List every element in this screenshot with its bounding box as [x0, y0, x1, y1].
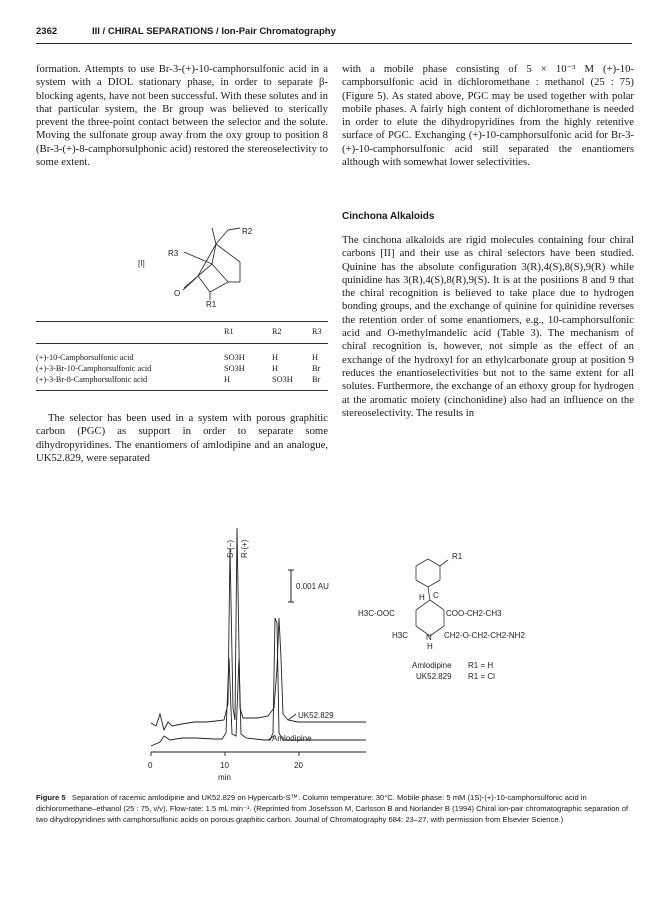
right-column-paragraph-2: The cinchona alkaloids are rigid molecules containing four chiral carbons [II] and their use as chiral selectors have been studied. Quinine has the absolute configuration 3(R),4(S),8(S),9(R) while quinidine has 3(R),4(S),8(R),9(S). It is at the positions 8 and 9 that the chiral recognition is believed to take place due to hydrogen bonding groups, and the exchange of quinine for quinidine reverses the retention order of some enantiomers, e.g., 10-camphorsulfonic acid and O-methylmandelic acid (Table 3). The mechanism of chiral recognition is, however, not simple as the effect of an exchange of the hydroxyl for an ethylcarbonate group at position 9 reduces the enantioselectivities but not to the same extent for all solutes. Furthermore, the exchange of an ethoxy group for hydrogen at the aromatic moiety (cinchonidine) also had an influence on the stereoselectivity. The results in	[342, 234, 634, 419]
uk52829-trace	[151, 528, 366, 730]
caption-label: Figure 5	[36, 793, 66, 802]
figure-caption	[36, 792, 632, 825]
table-header-r1: R1	[224, 327, 234, 336]
molecule-nitrogen: N	[426, 633, 432, 642]
right-column-paragraph-1: with a mobile phase consisting of 5 × 10⁻³ M (+)-10-camphorsulfonic acid in dichloromethane : methanol (25 : 75) (Figure 5). As stated above, PGC may be used together with polar mobile phases. A fairly high content of dichloromethane is needed in order to elute the dihydropyridines from the highly retentive surface of PGC. Exchanging (+)-10-camphorsulfonic acid for Br-3-(+)-10-camphorsulfonic acid still separated the enantiomers although with somewhat lower selectivities.	[342, 63, 634, 169]
table-row: (+)-3-Br-10-Camphorsulfonic acid SO3H H Br	[36, 364, 321, 373]
r1-label: R1	[206, 300, 217, 308]
amlodipine-trace	[151, 618, 366, 746]
table-row: (+)-3-Br-8-Camphorsulfonic acid H SO3H Br	[36, 375, 321, 384]
legend-uk52829-name: UK52.829	[416, 672, 452, 681]
x-tick-0: 0	[148, 761, 153, 770]
legend-uk52829-r1: R1 = Cl	[468, 672, 495, 681]
r2-label: R2	[242, 227, 253, 236]
legend-amlodipine-r1: R1 = H	[468, 661, 494, 670]
x-axis-label: min	[218, 773, 231, 782]
section-heading-cinchona: Cinchona Alkaloids	[342, 211, 435, 222]
structure-label: [I]	[138, 259, 145, 268]
figure-5	[36, 508, 632, 790]
table-header-row	[36, 327, 328, 341]
running-title: III / CHIRAL SEPARATIONS / Ion-Pair Chromatography	[92, 26, 336, 37]
oxygen-label: O	[174, 289, 181, 298]
peak-label-s: S-(−)	[226, 540, 235, 558]
x-tick-10: 10	[220, 761, 229, 770]
x-axis	[151, 752, 366, 756]
trace-label-amlodipine: Amlodipine	[272, 734, 312, 743]
table-header-r3: R3	[312, 327, 322, 336]
camphor-structure-diagram	[160, 222, 280, 308]
scale-bar-label: 0.001 AU	[296, 582, 329, 591]
r3-label: R3	[168, 249, 179, 258]
x-tick-20: 20	[294, 761, 303, 770]
molecule-nh: H	[427, 642, 433, 651]
substituent-table	[36, 321, 328, 391]
caption-text: Separation of racemic amlodipine and UK52.829 on Hypercarb-S™. Column temperature: 30°C. Mobile phase: 5 mM (1S)-(+)-10-camphorsulfonic acid in dichloromethane–ethanol (25 : 75, v/v). Flow-rate: 1.5 mL min⁻¹. (Reprinted from Josefsson M, Carlsson B and Norlander B (1994) Chiral ion-pair chromatographic separation of two dihydropyridines with camphorsulfonic acids on porous graphitic carbon. Journal of Chromatography 684: 23–27, with permission from Elsevier Science.)	[36, 793, 629, 825]
molecule-side-chain: CH2-O-CH2-CH2-NH2	[444, 631, 525, 640]
page-number: 2362	[36, 26, 58, 37]
legend-amlodipine-name: Amlodipine	[412, 661, 452, 670]
molecule-right-ester: COO-CH2-CH3	[446, 609, 502, 618]
molecule-methyl: H3C	[392, 631, 409, 640]
molecule-h: H	[419, 593, 425, 602]
molecule-r1: R1	[452, 552, 463, 561]
trace-label-uk52829: UK52.829	[298, 711, 334, 720]
table-row: (+)-10-Camphorsulfonic acid SO3H H H	[36, 353, 318, 362]
molecule-c-star: C	[433, 591, 439, 600]
molecule-left-ester: H3C-OOC	[358, 609, 395, 618]
header-rule	[36, 43, 632, 44]
running-header	[36, 26, 632, 40]
left-column-paragraph-1: formation. Attempts to use Br-3-(+)-10-camphorsulfonic acid in a system with a DIOL stationary phase, in order to separate β-blocking agents, have not been successful. With these solutes and in that particular system, the Br group was believed to sterically prevent the three-point contact between the selector and the solute. Moving the sulfonate group away from the oxy group to position 8 (Br-3-(+)-8-camphorsulphonic acid) restored the stereoselectivity to some extent.	[36, 63, 328, 169]
left-column-paragraph-2: The selector has been used in a system with porous graphitic carbon (PGC) as support in order to separate some dihydropyridines. The enantiomers of amlodipine and an analogue, UK52.829, were separated	[36, 412, 328, 464]
absorbance-scale-bar	[288, 570, 294, 602]
peak-label-r: R-(+)	[240, 539, 249, 558]
table-header-r2: R2	[272, 327, 282, 336]
